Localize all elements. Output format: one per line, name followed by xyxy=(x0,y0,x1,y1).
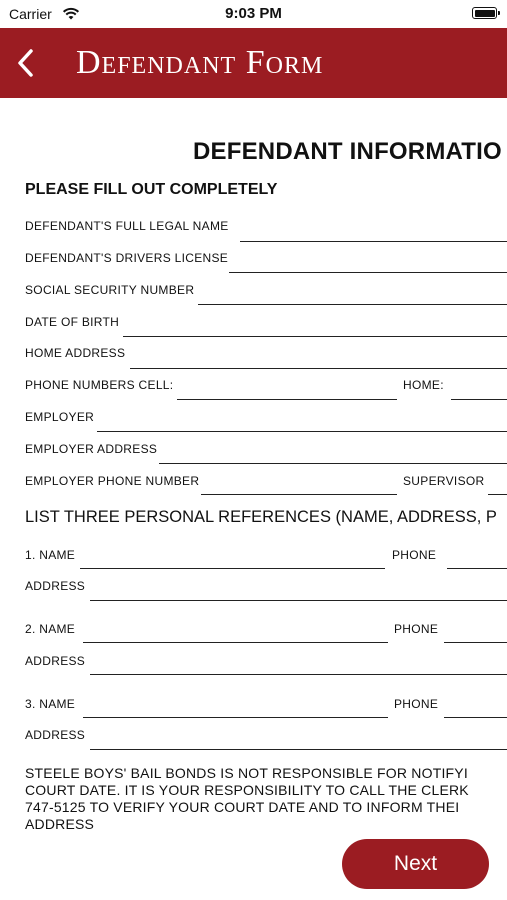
phone-cell-field[interactable] xyxy=(177,399,397,400)
defendant-form xyxy=(0,98,507,830)
supervisor-label: SUPERVISOR xyxy=(403,474,485,488)
battery-icon xyxy=(472,7,497,19)
dob-field[interactable] xyxy=(123,336,507,337)
employer-address-label: EMPLOYER ADDRESS xyxy=(25,442,158,456)
drivers-license-label: DEFENDANT'S DRIVERS LICENSE xyxy=(25,251,229,265)
reference-2-name-label: 2. NAME xyxy=(25,622,76,636)
reference-3-phone-field[interactable] xyxy=(444,717,507,718)
disclaimer-line: COURT DATE. IT IS YOUR RESPONSIBILITY TO CALL THE CLERK xyxy=(25,782,469,798)
reference-3-name-label: 3. NAME xyxy=(25,697,76,711)
dob-label: DATE OF BIRTH xyxy=(25,315,120,329)
reference-1-address-field[interactable] xyxy=(90,600,507,601)
reference-2-phone-field[interactable] xyxy=(444,642,507,643)
reference-3-name-field[interactable] xyxy=(83,717,388,718)
phone-cell-label: PHONE NUMBERS CELL: xyxy=(25,378,174,392)
reference-1-address-label: ADDRESS xyxy=(25,579,86,593)
employer-field[interactable] xyxy=(97,431,507,432)
next-button[interactable]: Next xyxy=(342,839,489,889)
chevron-left-icon[interactable] xyxy=(14,48,38,78)
navigation-bar xyxy=(0,28,507,98)
form-heading: DEFENDANT INFORMATIO xyxy=(193,138,502,165)
references-heading: LIST THREE PERSONAL REFERENCES (NAME, ADDRESS, P xyxy=(25,508,497,526)
disclaimer-line: STEELE BOYS' BAIL BONDS IS NOT RESPONSIBLE FOR NOTIFYI xyxy=(25,765,468,781)
home-address-label: HOME ADDRESS xyxy=(25,346,126,360)
employer-phone-label: EMPLOYER PHONE NUMBER xyxy=(25,474,200,488)
reference-1-name-field[interactable] xyxy=(80,568,385,569)
form-subheading: PLEASE FILL OUT COMPLETELY xyxy=(25,181,278,198)
reference-3-phone-label: PHONE xyxy=(394,697,439,711)
drivers-license-field[interactable] xyxy=(229,272,507,273)
full-name-field[interactable] xyxy=(240,241,507,242)
disclaimer-text xyxy=(25,765,469,830)
carrier-label: Carrier xyxy=(9,6,52,22)
status-bar xyxy=(0,0,507,28)
ssn-field[interactable] xyxy=(198,304,507,305)
employer-address-field[interactable] xyxy=(159,463,507,464)
reference-3-address-field[interactable] xyxy=(90,749,507,750)
reference-1-phone-field[interactable] xyxy=(447,568,507,569)
reference-1-name-label: 1. NAME xyxy=(25,548,76,562)
disclaimer-line: ADDRESS xyxy=(25,816,95,830)
reference-1-phone-label: PHONE xyxy=(392,548,437,562)
employer-label: EMPLOYER xyxy=(25,410,95,424)
disclaimer-line: 747-5125 TO VERIFY YOUR COURT DATE AND TO INFORM THEI xyxy=(25,799,460,815)
ssn-label: SOCIAL SECURITY NUMBER xyxy=(25,283,195,297)
page-title: Defendant Form xyxy=(76,44,324,81)
reference-2-phone-label: PHONE xyxy=(394,622,439,636)
full-name-label: DEFENDANT'S FULL LEGAL NAME xyxy=(25,219,229,233)
supervisor-field[interactable] xyxy=(488,494,507,495)
phone-home-label: HOME: xyxy=(403,378,444,392)
reference-2-address-field[interactable] xyxy=(90,674,507,675)
reference-3-address-label: ADDRESS xyxy=(25,728,86,742)
home-address-field[interactable] xyxy=(130,368,507,369)
employer-phone-field[interactable] xyxy=(201,494,397,495)
reference-2-name-field[interactable] xyxy=(83,642,388,643)
reference-2-address-label: ADDRESS xyxy=(25,654,86,668)
clock: 9:03 PM xyxy=(225,5,282,22)
phone-home-field[interactable] xyxy=(451,399,507,400)
